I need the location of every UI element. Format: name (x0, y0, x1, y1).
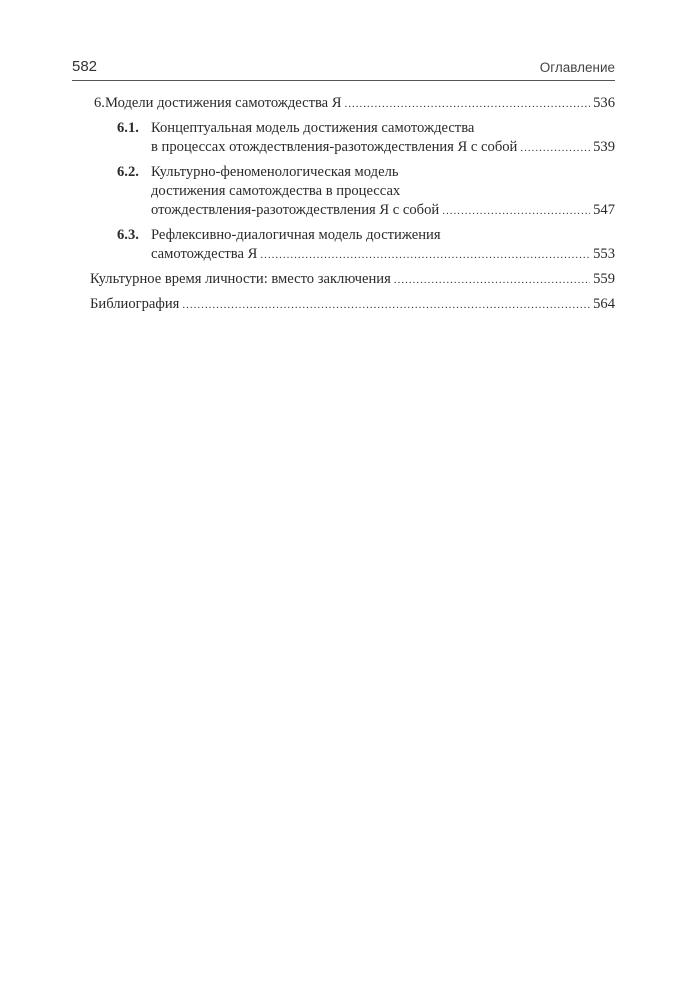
toc-entry-title: Библиография (90, 296, 180, 312)
leader-dots (260, 246, 590, 265)
running-header (72, 58, 615, 81)
leader-dots (394, 271, 590, 290)
table-of-contents (90, 94, 615, 320)
toc-entry-6-3[interactable] (90, 226, 615, 265)
toc-entry-conclusion[interactable] (90, 270, 615, 290)
toc-entry-6-2[interactable] (90, 163, 615, 221)
toc-entry-6-1[interactable] (90, 119, 615, 158)
toc-entry-title-cont: в процессах отождествления-разотождествления Я с собой (151, 139, 518, 155)
toc-entry-number: 6.1. (117, 120, 139, 136)
toc-entry-title: Модели достижения самотождества Я (104, 95, 342, 111)
toc-entry-page: 547 (593, 202, 615, 218)
toc-entry-page: 539 (593, 139, 615, 155)
leader-dots (182, 296, 590, 315)
toc-entry-title-cont: самотождества Я (151, 246, 258, 262)
toc-entry-page: 553 (593, 246, 615, 262)
toc-entry-page: 564 (593, 296, 615, 312)
running-head-title: Оглавление (539, 60, 615, 75)
page-number: 582 (72, 58, 98, 75)
toc-entry-6[interactable] (90, 94, 615, 114)
toc-entry-title-cont: отождествления-разотождествления Я с собой (151, 202, 440, 218)
toc-entry-page: 536 (593, 95, 615, 111)
toc-entry-number: 6.3. (117, 227, 139, 243)
toc-entry-title: Концептуальная модель достижения самотождества (151, 120, 475, 136)
leader-dots (345, 95, 591, 114)
toc-entry-page: 559 (593, 271, 615, 287)
leader-dots (442, 202, 590, 221)
toc-entry-title: Рефлексивно-диалогичная модель достижения (151, 227, 441, 243)
toc-entry-title: Культурное время личности: вместо заключения (90, 271, 391, 287)
toc-entry-number: 6.2. (117, 164, 139, 180)
toc-entry-title-cont: достижения самотождества в процессах (151, 183, 401, 199)
leader-dots (520, 139, 590, 158)
toc-entry-title: Культурно-феноменологическая модель (151, 164, 399, 180)
toc-entry-number: 6. (94, 95, 105, 111)
toc-entry-bibliography[interactable] (90, 295, 615, 315)
